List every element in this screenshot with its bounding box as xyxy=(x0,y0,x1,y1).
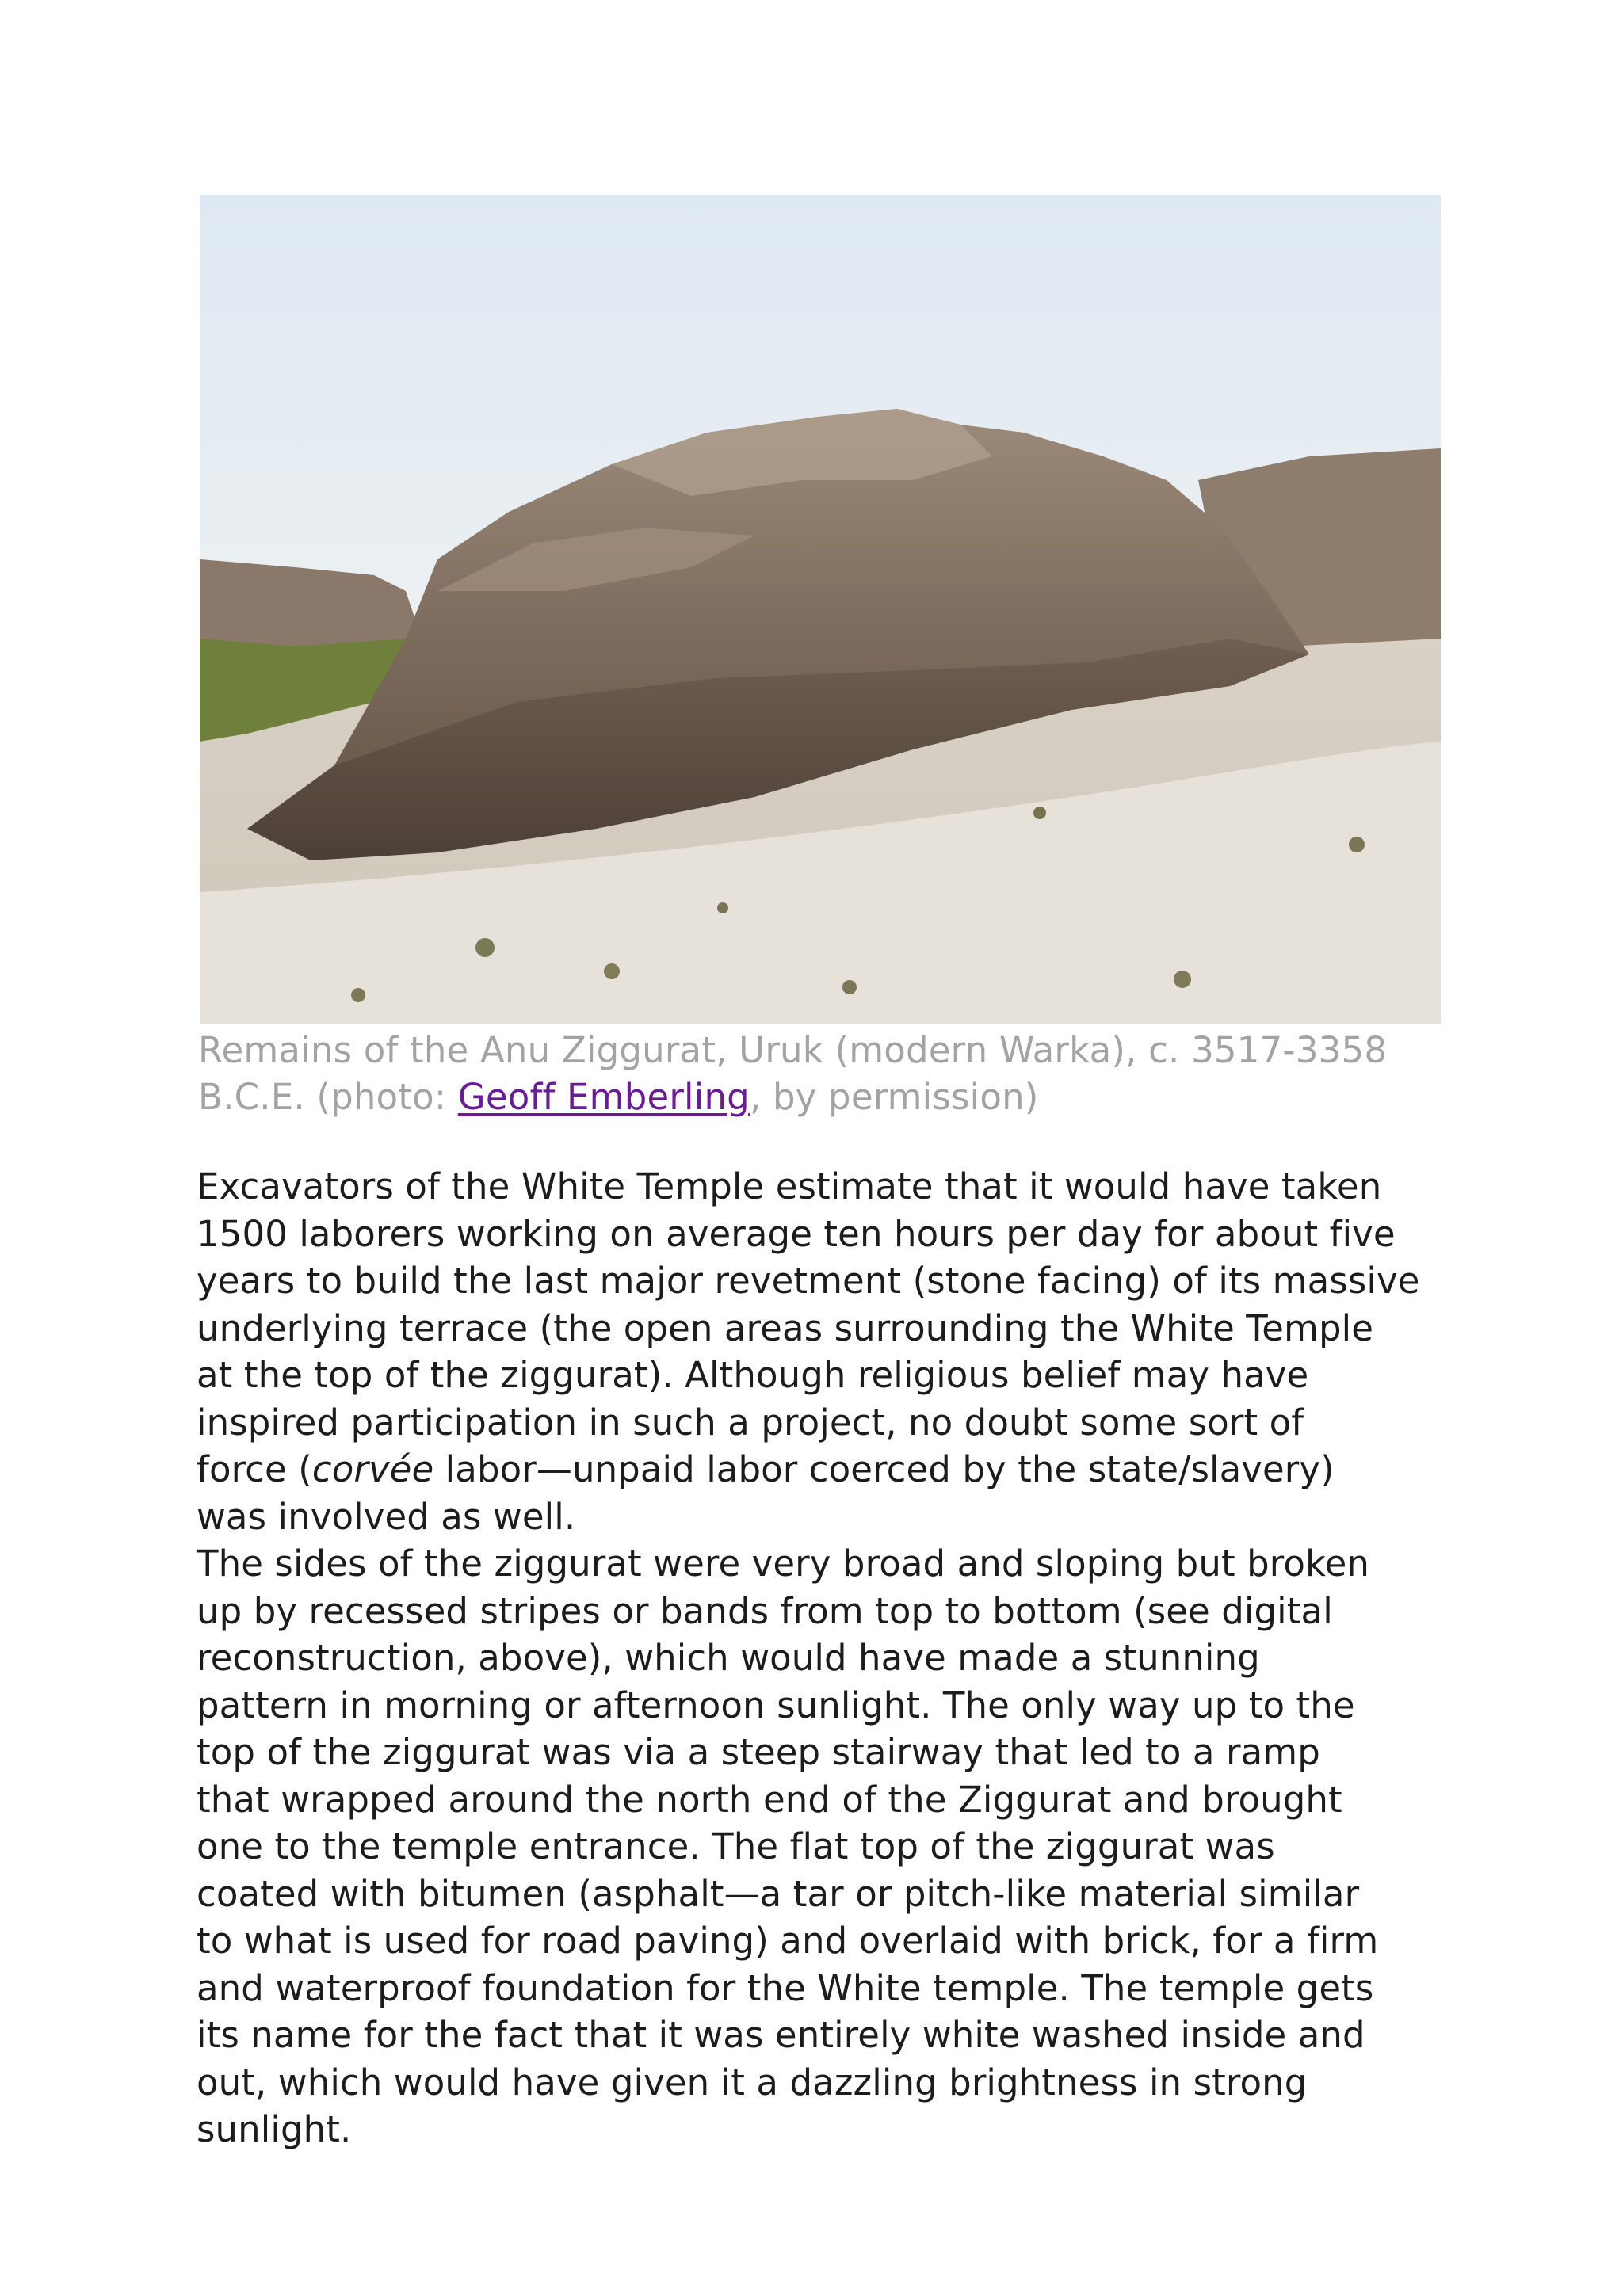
body-line: up by recessed stripes or bands from top to bottom (see digital xyxy=(197,1589,1333,1632)
body-line: sunlight. xyxy=(197,2108,352,2150)
caption-suffix: , by permission) xyxy=(749,1076,1039,1118)
body-line: 1500 laborers working on average ten hours per day for about five xyxy=(197,1212,1396,1255)
body-line: pattern in morning or afternoon sunlight. The only way up to the xyxy=(197,1684,1355,1726)
force-text: force ( xyxy=(197,1448,312,1490)
force-rest-text: labor—unpaid labor coerced by the state/slavery) xyxy=(433,1448,1335,1490)
corvee-term: corvée xyxy=(311,1448,434,1490)
body-line: coated with bitumen (asphalt—a tar or pitch-like material similar xyxy=(197,1872,1360,1915)
body-line: reconstruction, above), which would have made a stunning xyxy=(197,1637,1260,1679)
body-line: The sides of the ziggurat were very broad and sloping but broken xyxy=(197,1543,1369,1585)
photo-credit-link[interactable]: Geoff Emberling xyxy=(457,1076,750,1118)
caption-line-1: Remains of the Anu Ziggurat, Uruk (modern Warka), c. 3517-3358 xyxy=(198,1029,1388,1071)
body-line: Excavators of the White Temple estimate that it would have taken xyxy=(197,1165,1382,1207)
body-line: underlying terrace (the open areas surrounding the White Temple xyxy=(197,1306,1374,1349)
ziggurat-photo xyxy=(200,195,1441,1024)
body-line: one to the temple entrance. The flat top of the ziggurat was xyxy=(197,1825,1275,1867)
article-body xyxy=(197,1163,1480,2153)
body-line: and waterproof foundation for the White temple. The temple gets xyxy=(197,1966,1374,2009)
body-line: at the top of the ziggurat). Although religious belief may have xyxy=(197,1354,1309,1396)
body-line: years to build the last major revetment (stone facing) of its massive xyxy=(197,1260,1420,1302)
body-line: top of the ziggurat was via a steep stairway that led to a ramp xyxy=(197,1731,1320,1773)
figure-caption xyxy=(198,1027,1466,1120)
body-line: out, which would have given it a dazzling brightness in strong xyxy=(197,2061,1308,2103)
body-line xyxy=(197,1446,1480,1493)
body-line: to what is used for road paving) and overlaid with brick, for a firm xyxy=(197,1920,1379,1962)
body-line: that wrapped around the north end of the Ziggurat and brought xyxy=(197,1778,1342,1821)
body-line: was involved as well. xyxy=(197,1495,576,1538)
body-line: its name for the fact that it was entirely white washed inside and xyxy=(197,2014,1365,2056)
body-line: inspired participation in such a project, no doubt some sort of xyxy=(197,1401,1304,1444)
caption-prefix: B.C.E. (photo: xyxy=(198,1076,458,1118)
ziggurat-photo-graphic xyxy=(200,195,1441,1024)
caption-line-2 xyxy=(198,1074,1466,1120)
